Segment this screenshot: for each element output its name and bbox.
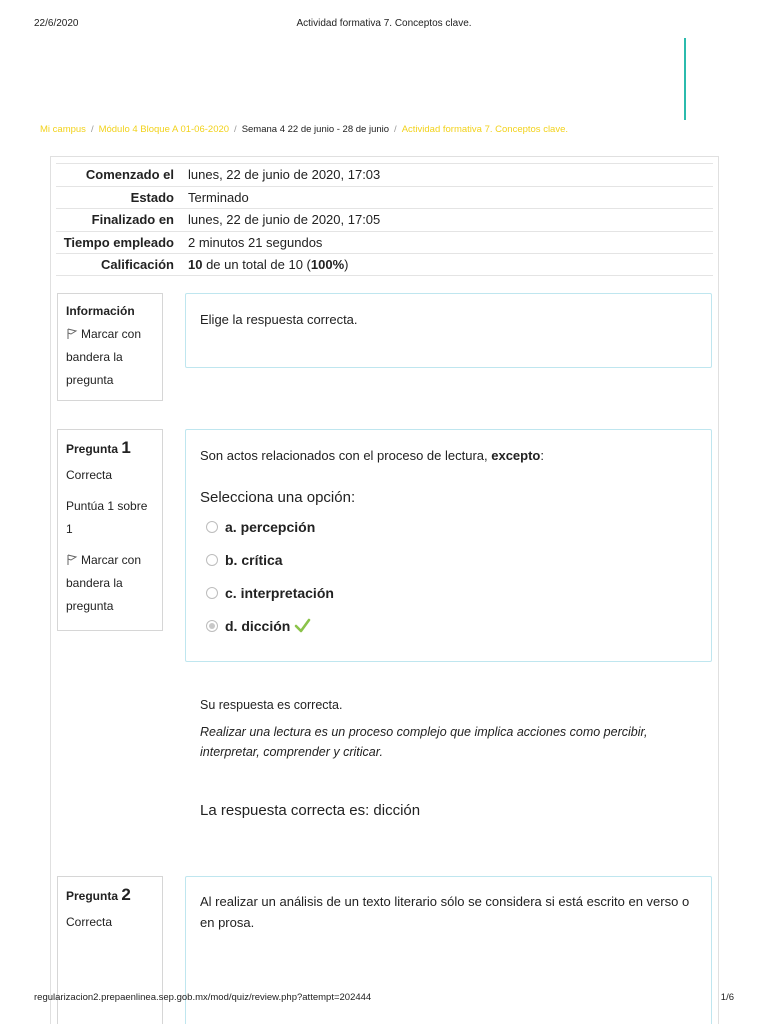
question-state: Correcta (66, 915, 113, 929)
breadcrumb-modulo[interactable]: Módulo 4 Bloque A 01-06-2020 (98, 124, 230, 135)
grade-text: de un total de 10 ( (202, 256, 311, 272)
breadcrumb-actividad[interactable]: Actividad formativa 7. Conceptos clave. (401, 124, 569, 135)
question-state: Correcta (66, 468, 113, 482)
question-number-value: 1 (121, 438, 131, 457)
flag-icon (66, 328, 78, 340)
grade-score: 10 (188, 256, 203, 272)
summary-label: Estado (130, 189, 174, 205)
option-label: b. crítica (225, 551, 283, 568)
correct-answer: La respuesta correcta es: dicción (200, 802, 421, 819)
flag-icon (66, 554, 78, 566)
info-content-box (185, 293, 712, 368)
print-page-number: 1/6 (720, 992, 734, 1003)
options-list (200, 510, 697, 642)
breadcrumb-semana[interactable]: Semana 4 22 de junio - 28 de junio (241, 124, 390, 135)
summary-row-started (56, 163, 713, 186)
summary-label: Finalizado en (91, 212, 174, 228)
summary-label: Comenzado el (85, 167, 174, 183)
flag-label: Marcar con bandera la pregunta (66, 553, 142, 613)
print-header (34, 18, 734, 32)
check-icon (294, 617, 311, 634)
print-date: 22/6/2020 (34, 18, 79, 29)
feedback-status: Su respuesta es correcta. (200, 698, 343, 712)
breadcrumb-separator: / (394, 124, 397, 135)
summary-row-state (56, 186, 713, 209)
summary-value (186, 257, 348, 272)
summary-value: Terminado (188, 189, 249, 205)
radio-button[interactable] (206, 554, 218, 566)
info-text: Elige la respuesta correcta. (200, 312, 358, 327)
select-label: Selecciona una opción: (200, 489, 356, 506)
attempt-summary-table (56, 163, 713, 276)
summary-value: 2 minutos 21 segundos (188, 234, 323, 250)
radio-button[interactable] (206, 587, 218, 599)
option-a[interactable] (206, 510, 697, 543)
breadcrumb (40, 124, 568, 135)
info-heading: Información (66, 304, 135, 318)
question-score: Puntúa 1 sobre 1 (66, 499, 148, 536)
option-label: a. percepción (225, 518, 316, 535)
summary-value: lunes, 22 de junio de 2020, 17:05 (188, 212, 381, 228)
question-prompt: Al realizar un análisis de un texto literario sólo se considera si está escrito en verso o en prosa. (200, 894, 690, 930)
feedback-explanation: Realizar una lectura es un proceso complejo que implica acciones como percibir, interpretar, comprender y criticar. (200, 725, 648, 759)
question-feedback (200, 698, 700, 819)
option-b[interactable] (206, 543, 697, 576)
print-title: Actividad formativa 7. Conceptos clave. (296, 18, 472, 29)
question-number: Pregunta 2 (66, 885, 131, 904)
question-number: Pregunta 1 (66, 438, 131, 457)
option-c[interactable] (206, 576, 697, 609)
flag-question-link[interactable] (66, 549, 154, 618)
breadcrumb-mi-campus[interactable]: Mi campus (40, 124, 86, 135)
summary-value: lunes, 22 de junio de 2020, 17:03 (188, 167, 381, 183)
flag-label: Marcar con bandera la pregunta (66, 327, 142, 387)
summary-row-time (56, 231, 713, 254)
info-card (57, 293, 163, 401)
summary-label: Calificación (101, 256, 174, 272)
question-prompt-emphasis: excepto (491, 448, 541, 463)
header-divider (684, 38, 686, 120)
summary-label: Tiempo empleado (63, 234, 174, 250)
question-number-value: 2 (121, 885, 131, 904)
grade-percent: 100% (310, 256, 345, 272)
question-content-box (185, 429, 712, 662)
breadcrumb-separator: / (90, 124, 94, 135)
grade-close: ) (344, 256, 349, 272)
breadcrumb-separator: / (234, 124, 237, 135)
radio-button[interactable] (206, 521, 218, 533)
question-info-card (57, 429, 163, 631)
flag-question-link[interactable] (66, 323, 154, 392)
option-label: c. interpretación (225, 584, 334, 601)
print-footer (34, 992, 734, 1006)
summary-row-grade (56, 253, 713, 276)
summary-row-finished (56, 208, 713, 231)
option-d[interactable] (206, 609, 697, 642)
option-label: d. dicción (225, 617, 291, 634)
print-url: regularizacion2.prepaenlinea.sep.gob.mx/mod/quiz/review.php?attempt=202444 (34, 992, 372, 1003)
radio-button-selected[interactable] (206, 620, 218, 632)
question-prompt: Son actos relacionados con el proceso de lectura, excepto: (200, 448, 544, 463)
